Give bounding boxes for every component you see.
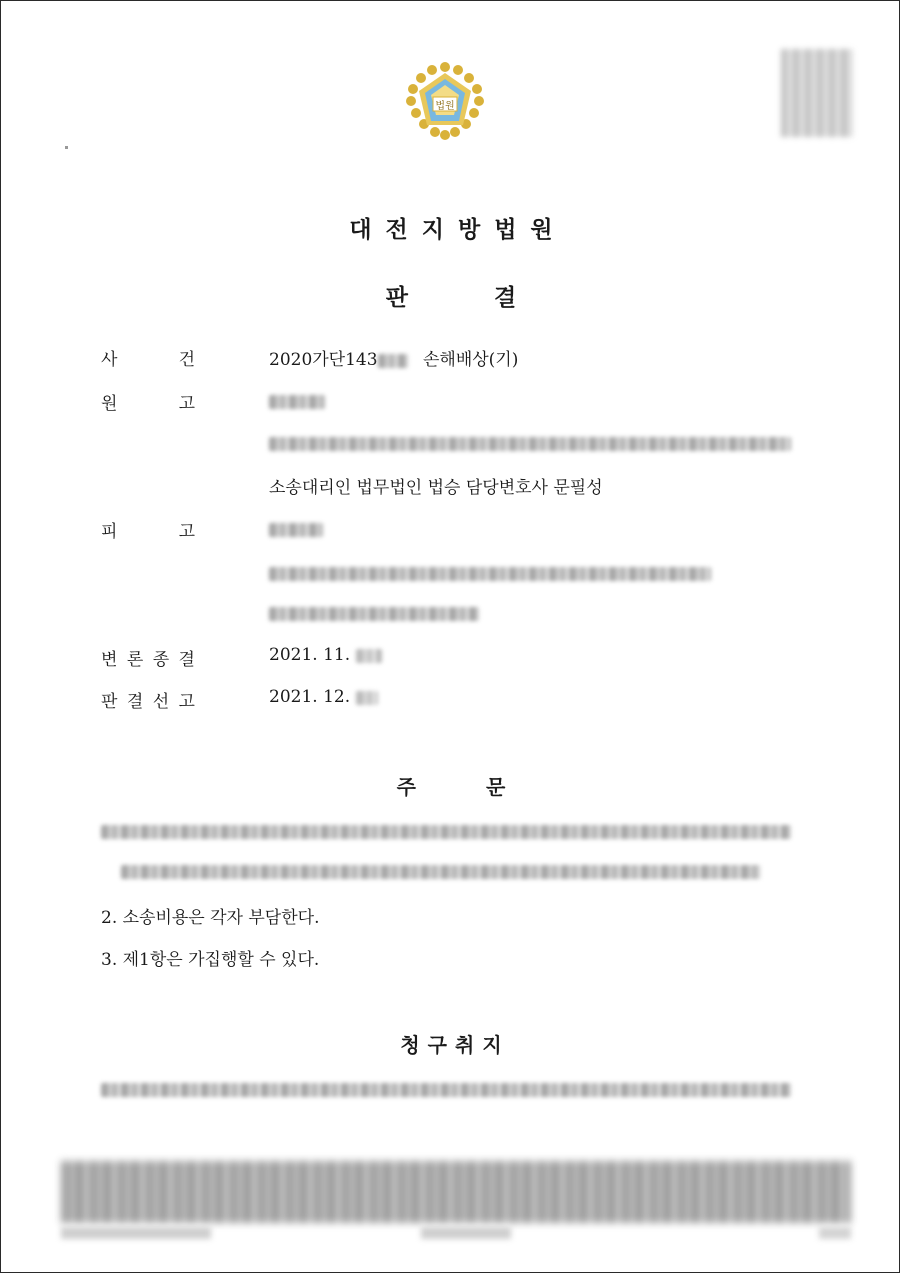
qr-code-blurred bbox=[781, 49, 853, 137]
case-value bbox=[269, 345, 518, 370]
plaintiff-address-redacted bbox=[269, 433, 791, 453]
plaintiff-label: 원 고 bbox=[101, 394, 195, 414]
defendant-label: 피 고 bbox=[101, 522, 195, 542]
document-title bbox=[1, 279, 900, 312]
argument-closed-label: 변 론 종 결 bbox=[101, 650, 195, 670]
plaintiff-name-redacted bbox=[269, 391, 325, 411]
judgment-date-label: 판 결 선 고 bbox=[101, 692, 195, 712]
plaintiff-attorney: 소송대리인 법무법인 법승 담당변호사 문필성 bbox=[269, 478, 603, 498]
ruling-item1-redacted bbox=[101, 821, 791, 841]
case-name: 손해배상(기) bbox=[422, 350, 519, 370]
claim-text-redacted bbox=[101, 1079, 791, 1099]
ruling-item2: 2. 소송비용은 각자 부담한다. bbox=[101, 908, 320, 928]
ruling-item3: 3. 제1항은 가집행할 수 있다. bbox=[101, 950, 320, 970]
emblem-label: 법원 bbox=[435, 101, 455, 112]
footer-center-redacted bbox=[421, 1227, 511, 1239]
ruling-item1-cont-redacted bbox=[121, 861, 761, 881]
defendant-address-redacted bbox=[269, 563, 711, 583]
footer-right-redacted bbox=[819, 1227, 851, 1239]
page-mark bbox=[65, 146, 68, 149]
judgment-date: 2021. 12. bbox=[269, 687, 378, 707]
footer-redacted bbox=[61, 1161, 851, 1223]
document-title-right: 결 bbox=[494, 285, 517, 311]
footer-left-redacted bbox=[61, 1227, 211, 1239]
argument-closed-date: 2021. 11. bbox=[269, 645, 382, 665]
claim-title: 청구취지 bbox=[400, 1033, 510, 1057]
case-number: 2020가단143 bbox=[269, 350, 378, 370]
ruling-title: 주 문 bbox=[396, 775, 506, 799]
defendant-name-redacted bbox=[269, 519, 323, 539]
court-name: 대전지방법원 bbox=[349, 217, 567, 243]
defendant-representative-redacted bbox=[269, 603, 479, 623]
document-title-left: 판 bbox=[385, 285, 408, 311]
redacted-case-suffix bbox=[378, 354, 408, 368]
case-label: 사 건 bbox=[101, 350, 195, 370]
